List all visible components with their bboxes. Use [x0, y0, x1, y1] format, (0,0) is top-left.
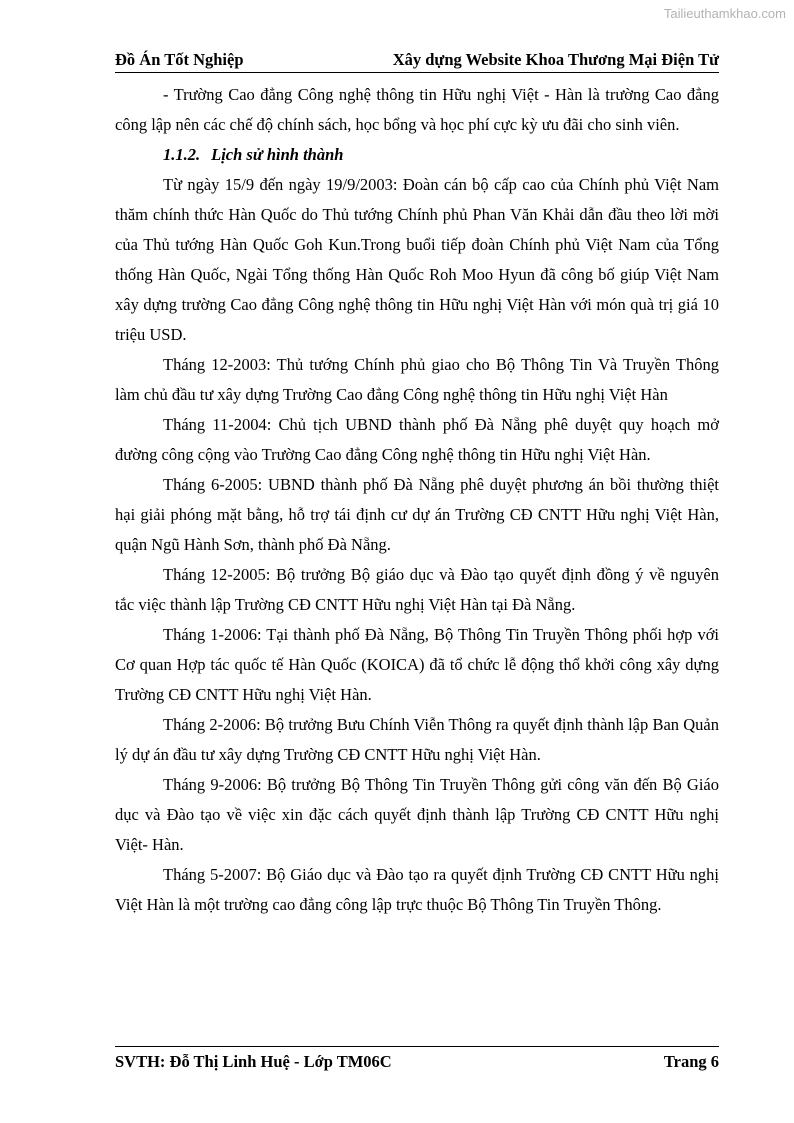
paragraph: Tháng 11-2004: Chủ tịch UBND thành phố Đà Nẵng phê duyệt quy hoạch mở đường công cộng vào Trường Cao đẳng Công nghệ thông tin Hữu nghị Việt Hàn. — [115, 415, 719, 464]
header-right-title: Xây dựng Website Khoa Thương Mại Điện Tử — [392, 50, 719, 69]
page-content — [115, 80, 719, 920]
paragraph: Tháng 5-2007: Bộ Giáo dục và Đào tạo ra quyết định Trường CĐ CNTT Hữu nghị Việt Hàn là một trường cao đẳng công lập trực thuộc Bộ Thông Tin Truyền Thông. — [115, 865, 719, 914]
paragraph: Tháng 2-2006: Bộ trưởng Bưu Chính Viễn Thông ra quyết định thành lập Ban Quản lý dự án đầu tư xây dựng Trường CĐ CNTT Hữu nghị Việt Hàn. — [115, 715, 719, 764]
header-divider — [115, 72, 719, 73]
page-header — [115, 50, 719, 70]
section-number: 1.1.2. — [163, 145, 201, 164]
paragraph: Tháng 1-2006: Tại thành phố Đà Nẵng, Bộ Thông Tin Truyền Thông phối hợp với Cơ quan Hợp tác quốc tế Hàn Quốc (KOICA) đã tổ chức lễ động thổ khởi công xây dựng Trường CĐ CNTT Hữu nghị Việt Hàn. — [115, 625, 719, 704]
paragraph: Tháng 9-2006: Bộ trưởng Bộ Thông Tin Truyền Thông gửi công văn đến Bộ Giáo dục và Đào tạo về việc xin đặc cách quyết định thành lập Trường CĐ CNTT Hữu nghị Việt- Hàn. — [115, 775, 719, 854]
header-left-title: Đồ Án Tốt Nghiệp — [115, 50, 244, 69]
page-number: Trang 6 — [663, 1052, 719, 1071]
watermark: Tailieuthamkhao.com — [663, 6, 786, 21]
paragraph: Tháng 6-2005: UBND thành phố Đà Nẵng phê duyệt phương án bồi thường thiệt hại giải phóng mặt bằng, hỗ trợ tái định cư dự án Trường CĐ CNTT Hữu nghị Việt Hàn, quận Ngũ Hành Sơn, thành phố Đà Nẵng. — [115, 475, 719, 554]
intro-bullet: - Trường Cao đẳng Công nghệ thông tin Hữu nghị Việt - Hàn là trường Cao đẳng công lập nên các chế độ chính sách, học bổng và học phí cực kỳ ưu đãi cho sinh viên. — [115, 85, 719, 134]
paragraph: Tháng 12-2003: Thủ tướng Chính phủ giao cho Bộ Thông Tin Và Truyền Thông làm chủ đầu tư xây dựng Trường Cao đẳng Công nghệ thông tin Hữu nghị Việt Hàn — [115, 355, 719, 404]
footer-divider — [115, 1046, 719, 1047]
footer-author: SVTH: Đỗ Thị Linh Huệ - Lớp TM06C — [115, 1052, 392, 1071]
paragraph: Tháng 12-2005: Bộ trưởng Bộ giáo dục và Đào tạo quyết định đồng ý về nguyên tắc việc thành lập Trường CĐ CNTT Hữu nghị Việt Hàn tại Đà Nẵng. — [115, 565, 719, 614]
section-heading — [115, 140, 719, 170]
paragraph: Từ ngày 15/9 đến ngày 19/9/2003: Đoàn cán bộ cấp cao của Chính phủ Việt Nam thăm chính thức Hàn Quốc do Thủ tướng Chính phủ Phan Văn Khải dẫn đầu theo lời mời của Thủ tướng Hàn Quốc Goh Kun.Trong buổi tiếp đoàn Chính phủ Việt Nam của Tổng thống Hàn Quốc, Ngài Tổng thống Hàn Quốc Roh Moo Hyun đã công bố giúp Việt Nam xây dựng trường Cao đẳng Công nghệ thông tin Hữu nghị Việt Hàn với món quà trị giá 10 triệu USD. — [115, 175, 719, 344]
page-footer — [115, 1052, 719, 1072]
section-title: Lịch sử hình thành — [211, 145, 344, 164]
